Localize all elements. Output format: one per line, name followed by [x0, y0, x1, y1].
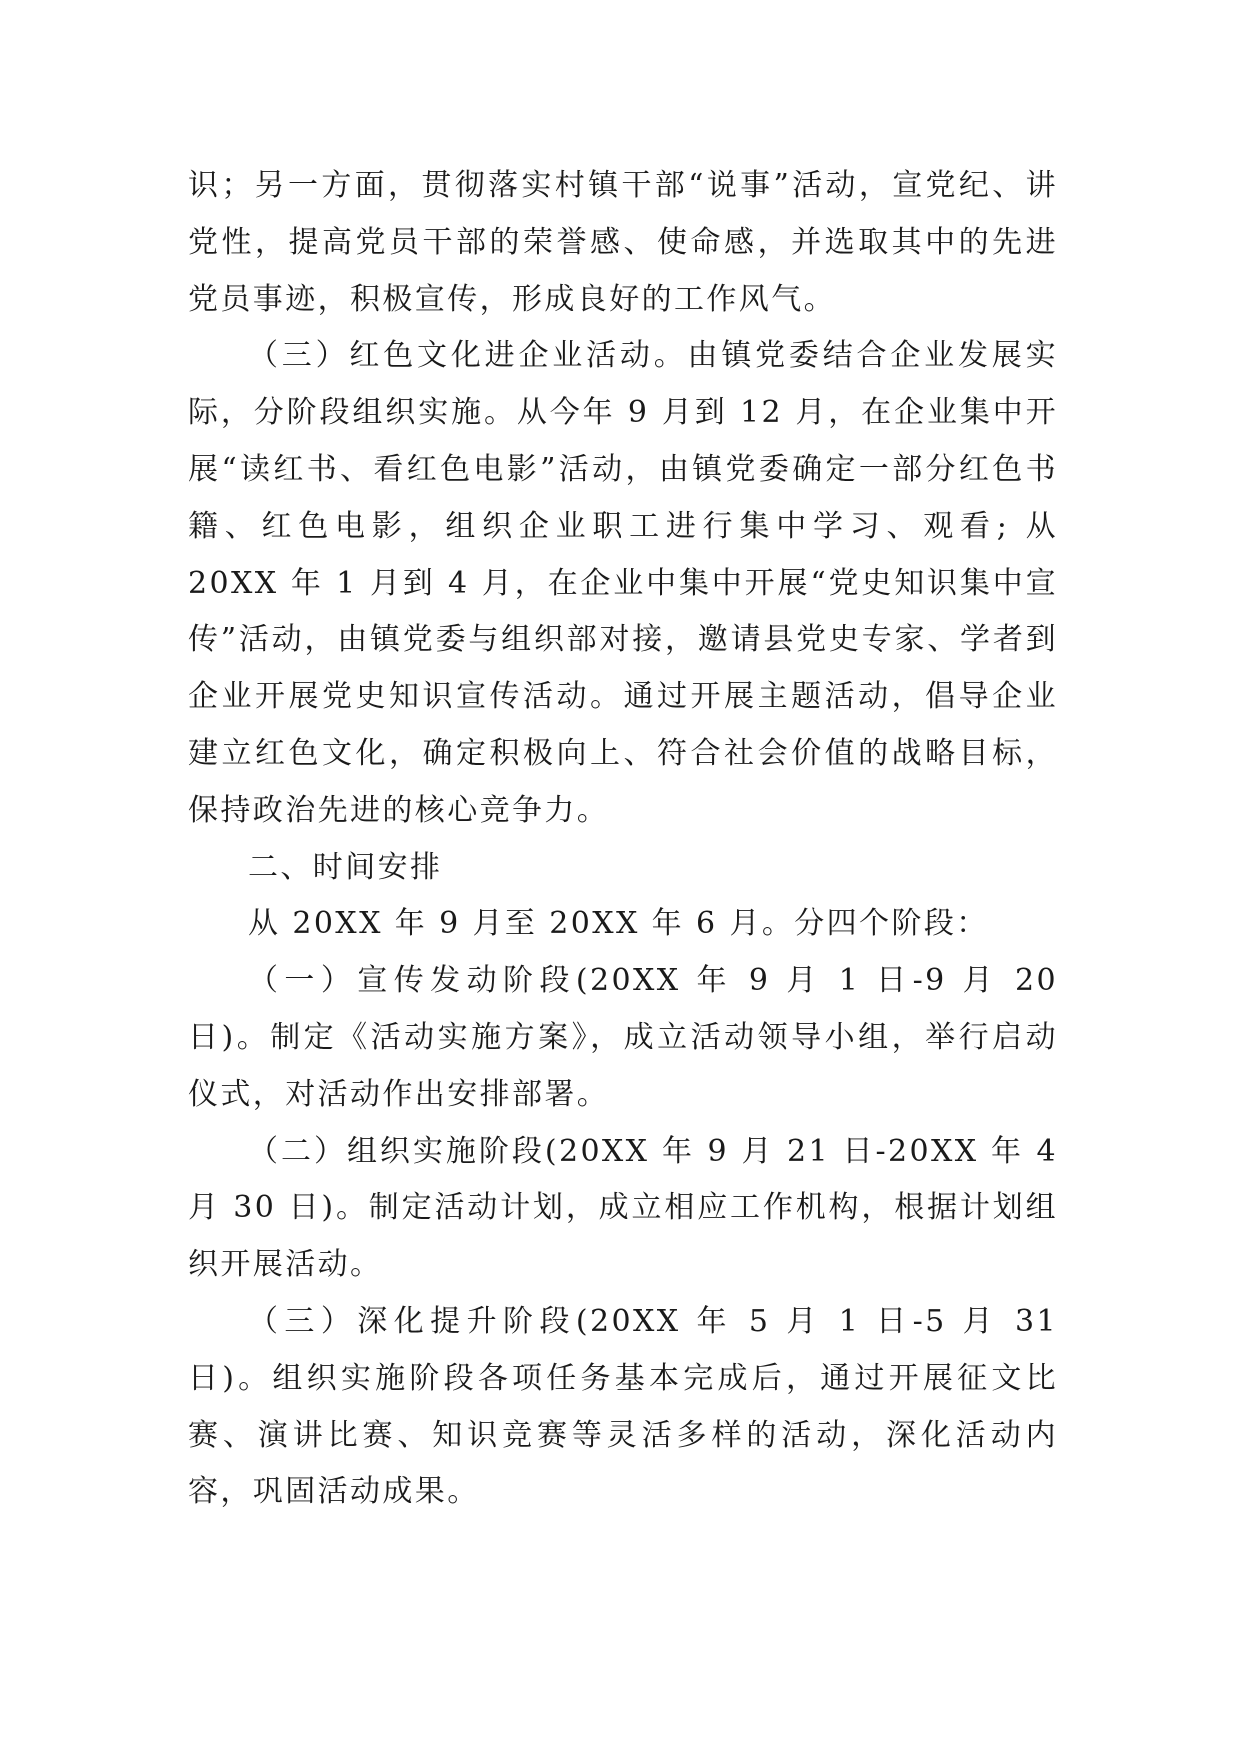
section-heading-schedule: 二、时间安排: [248, 849, 443, 885]
paragraph-stage-three: （三）深化提升阶段(20XX 年 5 月 1 日-5 月 31 日)。组织实施阶段各项任务基本完成后，通过开展征文比赛、演讲比赛、知识竞赛等灵活多样的活动，深化活动内容，巩固活动成果。: [188, 1303, 1058, 1510]
paragraph-schedule-overview: 从 20XX 年 9 月至 20XX 年 6 月。分四个阶段：: [248, 906, 989, 942]
paragraph-stage-two: （二）组织实施阶段(20XX 年 9 月 21 日-20XX 年 4 月 30 日)。制定活动计划，成立相应工作机构，根据计划组织开展活动。: [188, 1133, 1058, 1283]
paragraph-continued: 识；另一方面，贯彻落实村镇干部“说事”活动，宣党纪、讲党性，提高党员干部的荣誉感、使命感，并选取其中的先进党员事迹，积极宣传，形成良好的工作风气。: [188, 168, 1058, 317]
document-body: [188, 158, 1058, 1521]
paragraph-stage-one: （一）宣传发动阶段(20XX 年 9 月 1 日-9 月 20 日)。制定《活动实施方案》，成立活动领导小组，举行启动仪式，对活动作出安排部署。: [188, 963, 1058, 1112]
paragraph-red-culture-enterprise: （三）红色文化进企业活动。由镇党委结合企业发展实际，分阶段组织实施。从今年 9 月到 12 月，在企业集中开展“读红书、看红色电影”活动，由镇党委确定一部分红色书籍、红色电影，组织企业职工进行集中学习、观看; 从 20XX 年 1 月到 4 月，在企业中集中开展“党史知识集中宣传”活动，由镇党委与组织部对接，邀请县党史专家、学者到企业开展党史知识宣传活动。通过开展主题活动，倡导企业建立红色文化，确定积极向上、符合社会价值的战略目标，保持政治先进的核心竞争力。: [188, 338, 1058, 828]
